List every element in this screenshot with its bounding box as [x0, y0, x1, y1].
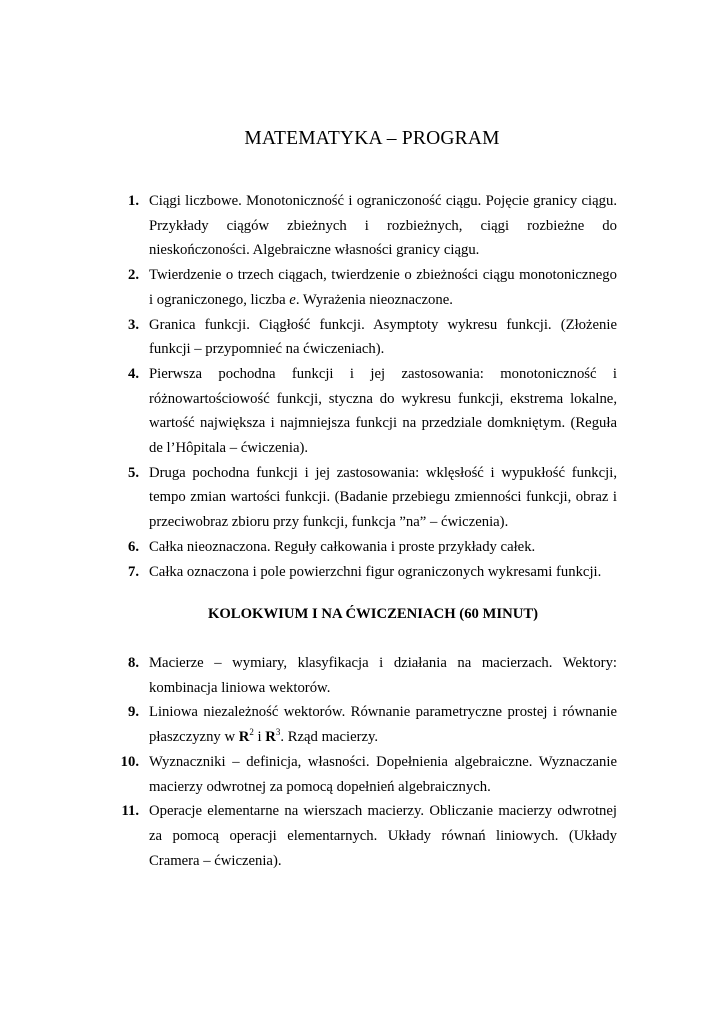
topic-list-part-1: [0, 189, 724, 584]
list-item: [0, 560, 724, 585]
section-heading: KOLOKWIUM I NA ĆWICZENIACH (60 MINUT): [207, 606, 539, 622]
r3-symbol: R: [265, 729, 276, 746]
list-item: [0, 362, 724, 461]
item-number: 11.: [121, 803, 139, 820]
item-number: 2.: [127, 267, 139, 284]
item-number: 6.: [127, 538, 139, 555]
item-number: 10.: [120, 753, 139, 770]
item-text: Druga pochodna funkcji i jej zastosowania: wklęsłość i wypukłość funkcji, tempo zmian wartości funkcji. (Badanie przebiegu zmienności funkcji, obraz i przeciwobraz zbioru przy funkcji, funkcja ”na” – ćwiczenia).: [149, 464, 617, 531]
item-number: 5.: [127, 464, 139, 481]
r2-symbol: R: [238, 729, 250, 746]
item-text: Ciągi liczbowe. Monotoniczność i ograniczoność ciągu. Pojęcie granicy ciągu. Przykłady ciągów zbieżnych i rozbieżnych, ciągi rozbieżne do nieskończoności. Algebraiczne własności granicy ciągu.: [149, 193, 617, 259]
item-text: Macierze – wymiary, klasyfikacja i działania na macierzach. Wektory: kombinacja liniowa wektorów.: [149, 655, 617, 696]
list-item: [0, 461, 724, 535]
item-number: 9.: [127, 704, 139, 721]
list-item: [0, 651, 724, 700]
item-number: 3.: [127, 316, 139, 333]
italic-e: e: [289, 291, 296, 308]
item-text: Pierwsza pochodna funkcji i jej zastosowania: monotoniczność i różnowartościowość funkcji, styczna do wykresu funkcji, ekstrema lokalne, wartość największa i najmniejsza funkcji na przedziale domkniętym. (Reguła de l’Hôpitala – ćwiczenia).: [149, 365, 617, 457]
item-text: Operacje elementarne na wierszach macierzy. Obliczanie macierzy odwrotnej za pomocą operacji elementarnych. Układy równań liniowych. (Układy Cramera – ćwiczenia).: [149, 803, 617, 869]
page-title: MATEMATYKA – PROGRAM: [244, 128, 500, 149]
list-item: [0, 535, 724, 560]
list-item: [0, 313, 724, 362]
list-item: [0, 799, 724, 873]
list-item: [0, 700, 724, 749]
item-text: Całka oznaczona i pole powierzchni figur ograniczonych wykresami funkcji.: [149, 563, 602, 580]
item-text: Granica funkcji. Ciągłość funkcji. Asymptoty wykresu funkcji. (Złożenie funkcji – przypomnieć na ćwiczeniach).: [149, 316, 617, 358]
item-text: Całka nieoznaczona. Reguły całkowania i proste przykłady całek.: [149, 538, 536, 555]
item-number: 1.: [127, 193, 139, 209]
item-number: 4.: [127, 365, 139, 382]
item-text: Liniowa niezależność wektorów. Równanie parametryczne prostej i równanie płaszczyzny w $R^2$ i $R^3$. Rząd macierzy.: [149, 704, 617, 746]
item-text: Wyznaczniki – definicja, własności. Dopełnienia algebraiczne. Wyznaczanie macierzy odwrotnej za pomocą dopełnień algebraicznych.: [149, 753, 617, 795]
topic-list-part-2: [0, 651, 724, 873]
list-item: [0, 189, 724, 263]
list-item: [0, 750, 724, 799]
item-number: 7.: [127, 563, 139, 580]
item-number: 8.: [127, 655, 139, 671]
item-text: Twierdzenie o trzech ciągach, twierdzenie o zbieżności ciągu monotonicznego i ograniczonego, liczba e. Wyrażenia nieoznaczone.: [149, 267, 617, 308]
list-item: [0, 263, 724, 312]
